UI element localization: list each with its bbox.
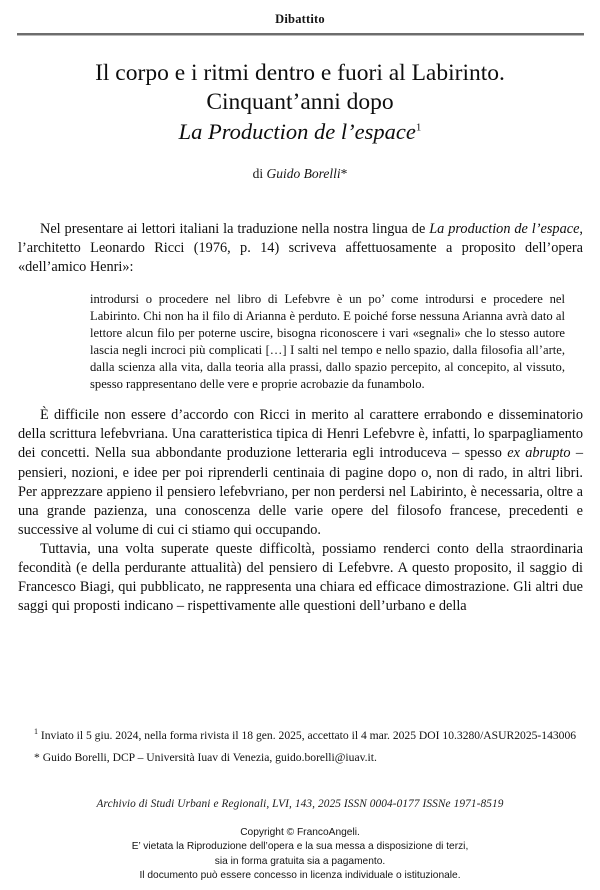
paragraph-1-part-1: Nel presentare ai lettori italiani la traduzione nella nostra lingua de xyxy=(40,221,430,237)
paragraph-1-italic-title: La production de l’espace xyxy=(429,221,580,237)
paragraph-2-part-1: È difficile non essere d’accordo con Ricci in merito al carattere errabondo e disseminatorio della scrittura lefebvriana. Una caratteristica tipica di Henri Lefebvre è, infatti, lo sparpagliamento dei concetti. Nella sua abbondante produzione letteraria egli introduceva – spesso xyxy=(18,407,583,462)
running-head: Dibattito xyxy=(275,12,325,26)
footnotes-area xyxy=(18,728,583,766)
body-text-area xyxy=(0,220,600,616)
header-rule xyxy=(17,33,584,36)
page-title-line-2: Cinquant’anni dopo xyxy=(206,89,394,115)
copyright-line-3: sia in forma gratuita sia a pagamento. xyxy=(214,855,386,867)
footnote-1 xyxy=(18,728,583,743)
footnote-2-text: Guido Borelli, DCP – Università Iuav di Venezia, guido.borelli@iuav.it. xyxy=(39,751,377,765)
paragraph-2 xyxy=(18,406,583,540)
author-name: Guido Borelli xyxy=(266,166,341,181)
footnote-1-text: Inviato il 5 giu. 2024, nella forma rivista il 18 gen. 2025, accettato il 4 mar. 2025 DOI 10.3280/ASUR2025-143006 xyxy=(38,729,577,742)
copyright-block xyxy=(0,826,600,884)
page-title-work-name: La Production de l’espace xyxy=(178,119,416,144)
paragraph-1 xyxy=(18,220,583,277)
copyright-line-1: Copyright © FrancoAngeli. xyxy=(240,827,360,838)
footnote-2 xyxy=(18,750,583,765)
page-title-line-3 xyxy=(40,117,560,146)
paragraph-3: Tuttavia, una volta superate queste difficoltà, possiamo renderci conto della straordinaria fecondità (e della perdurante attualità) del pensiero di Lefebvre. A questo proposito, il saggio di Francesco Biagi, qui pubblicato, ne rappresenta una chiara ed efficace dimostrazione. Gli altri due saggi qui proposti indicano – rispettivamente alle questioni dell’urbano e della xyxy=(18,540,583,615)
copyright-line-4: Il documento può essere concesso in licenza individuale o istituzionale. xyxy=(139,870,461,882)
footnote-1-marker: 1 xyxy=(34,727,38,737)
block-quote xyxy=(18,291,583,393)
paragraph-2-italic-phrase: ex abrupto xyxy=(507,445,571,462)
title-footnote-marker: 1 xyxy=(415,121,422,134)
byline xyxy=(0,166,600,182)
footnote-2-marker: * xyxy=(34,751,40,765)
paragraph-1-part-2: , l’architetto Leonardo Ricci (1976, p. 14) scriveva affettuosamente a proposito dell’opera «dell’amico Henri»: xyxy=(18,221,583,276)
journal-citation: Archivio di Studi Urbani e Regionali, LVI, 143, 2025 ISSN 0004-0177 ISSNe 1971-8519 xyxy=(96,798,504,810)
paragraph-2-part-2: – pensieri, nozioni, e idee per poi riprenderli centinaia di pagine dopo o, non di rado, in altri libri. Per apprezzare appieno il pensiero lefebvriano, per non perdersi nel Labirinto, è necessaria, oltre a una grande pazienza, una conoscenza delle varie opere del filosofo francese, precedenti e successive al volume di cui ci stiamo qui occupando. xyxy=(18,445,583,538)
title-block xyxy=(0,59,600,146)
byline-prefix: di xyxy=(252,166,267,181)
copyright-line-2: E’ vietata la Riproduzione dell’opera e la sua messa a disposizione di terzi, xyxy=(131,841,469,853)
page-title-line-1: Il corpo e i ritmi dentro e fuori al Labirinto. xyxy=(95,60,505,86)
byline-footnote-marker: * xyxy=(340,166,348,181)
block-quote-text: introdursi o procedere nel libro di Lefebvre è un po’ come introdursi e procedere nel Labirinto. Chi non ha il filo di Arianna è perduto. E poiché forse nessuna Arianna avrà dato al lettore alcun filo per poterne uscire, bisogna riconoscere i vari «segnali» che lo stesso autore lascia negli incroci più complicati […] I salti nel tempo e nello spazio, dalla filosofia all’arte, dalla scienza alla vita, dalla teoria alla prassi, dallo spazio percepito, al concepito, al vissuto, spesso rappresentano delle vere e proprie acrobazie da funambolo. xyxy=(90,292,565,392)
